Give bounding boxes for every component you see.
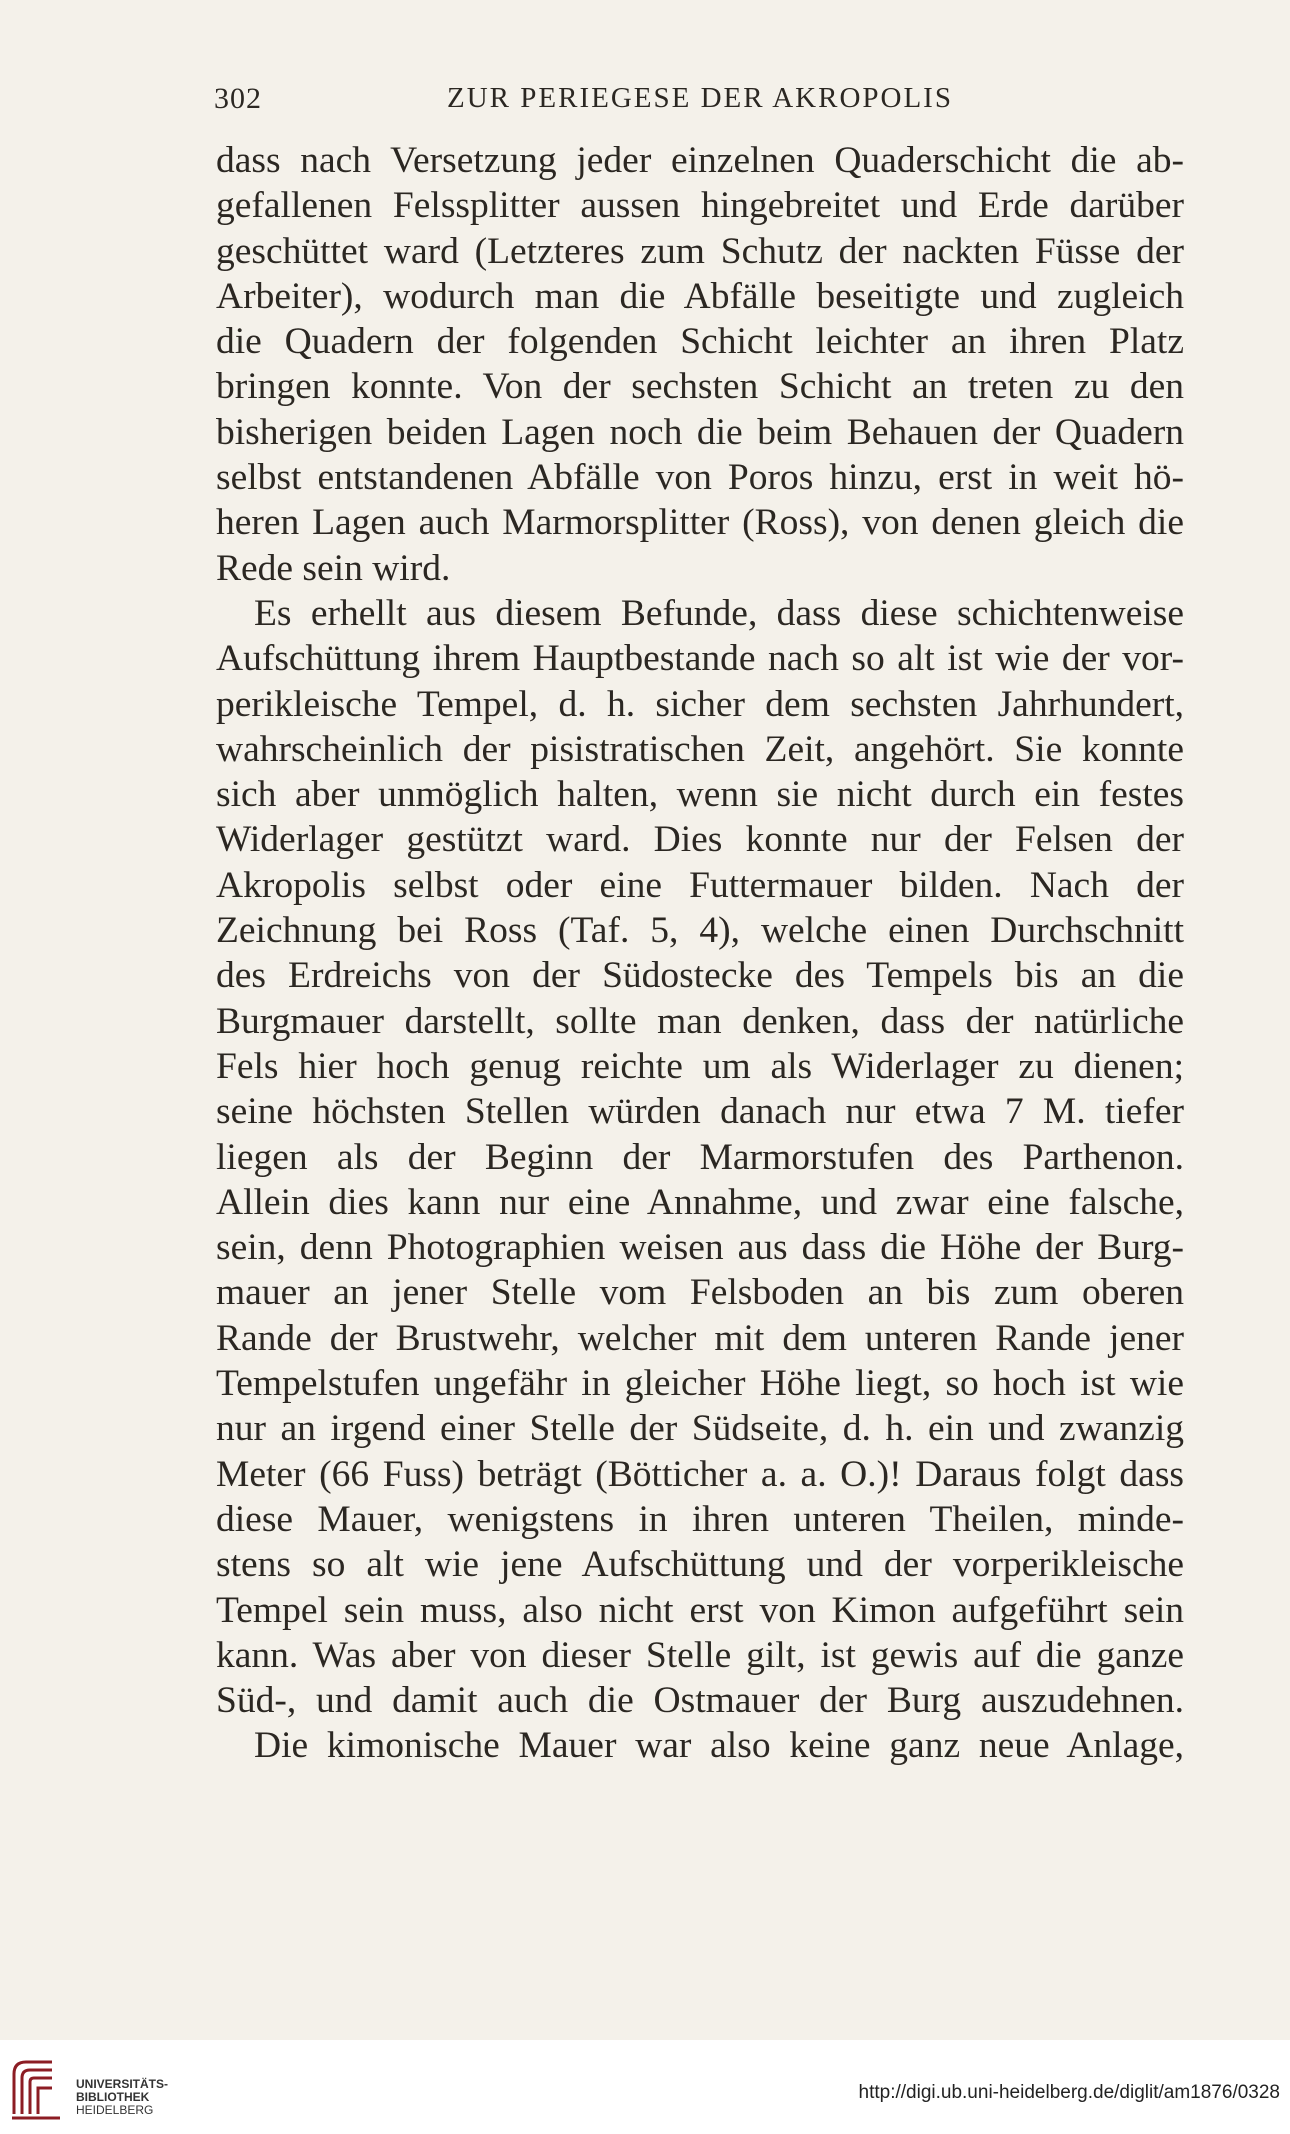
text-line: selbst entstandenen Abfälle von Poros hinzu, erst in weit hö- xyxy=(216,457,1184,499)
text-line: Widerlager gestützt ward. Dies konnte nur der Felsen der xyxy=(216,819,1184,861)
text-line: Es erhellt aus diesem Befunde, dass diese schichtenweise xyxy=(254,592,1184,634)
text-line: sich aber unmöglich halten, wenn sie nicht durch ein festes xyxy=(216,774,1184,816)
text-line: Fels hier hoch genug reichte um als Widerlager zu dienen; xyxy=(216,1045,1184,1087)
library-logo-icon xyxy=(8,2054,68,2124)
text-line: Tempel sein muss, also nicht erst von Kimon aufgeführt sein xyxy=(216,1589,1184,1631)
text-line: heren Lagen auch Marmorsplitter (Ross), von denen gleich die xyxy=(216,502,1184,544)
text-line: seine höchsten Stellen würden danach nur etwa 7 M. tiefer xyxy=(216,1091,1184,1133)
text-line: gefallenen Felssplitter aussen hingebreitet und Erde darüber xyxy=(216,185,1184,227)
text-line: diese Mauer, wenigstens in ihren unteren Theilen, minde- xyxy=(216,1498,1184,1540)
text-line: nur an irgend einer Stelle der Südseite, d. h. ein und zwanzig xyxy=(216,1408,1184,1450)
text-line: sein, denn Photographien weisen aus dass die Höhe der Burg- xyxy=(216,1227,1184,1269)
library-logo[interactable] xyxy=(8,2054,178,2124)
text-line: Arbeiter), wodurch man die Abfälle beseitigte und zugleich xyxy=(216,275,1184,317)
text-line: geschüttet ward (Letzteres zum Schutz der nackten Füsse der xyxy=(216,230,1184,272)
logo-line: HEIDELBERG xyxy=(76,2103,154,2117)
text-line: Zeichnung bei Ross (Taf. 5, 4), welche einen Durchschnitt xyxy=(216,910,1184,952)
text-line: wahrscheinlich der pisistratischen Zeit, angehört. Sie konnte xyxy=(216,728,1184,770)
running-head xyxy=(214,82,1186,122)
logo-text xyxy=(76,2078,168,2117)
text-line: Meter (66 Fuss) beträgt (Bötticher a. a. O.)! Daraus folgt dass xyxy=(216,1453,1184,1495)
logo-line: BIBLIOTHEK xyxy=(76,2090,150,2104)
text-line: des Erdreichs von der Südostecke des Tempels bis an die xyxy=(216,955,1184,997)
text-line: bisherigen beiden Lagen noch die beim Behauen der Quadern xyxy=(216,411,1184,453)
citation-url-link[interactable]: http://digi.ub.uni-heidelberg.de/diglit/am1876/0328 xyxy=(858,2082,1280,2103)
running-title: ZUR PERIEGESE DER AKROPOLIS xyxy=(447,82,953,114)
text-line: Tempelstufen ungefähr in gleicher Höhe liegt, so hoch ist wie xyxy=(216,1363,1184,1405)
text-line: Burgmauer darstellt, sollte man denken, dass der natürliche xyxy=(216,1000,1184,1042)
text-line: Süd-, und damit auch die Ostmauer der Burg auszudehnen. xyxy=(216,1680,1184,1722)
text-line: perikleische Tempel, d. h. sicher dem sechsten Jahrhundert, xyxy=(216,683,1184,725)
text-line: bringen konnte. Von der sechsten Schicht an treten zu den xyxy=(216,366,1184,408)
text-line: stens so alt wie jene Aufschüttung und der vorperikleische xyxy=(216,1544,1184,1586)
logo-line: UNIVERSITÄTS- xyxy=(76,2077,169,2091)
text-line: mauer an jener Stelle vom Felsboden an bis zum oberen xyxy=(216,1272,1184,1314)
text-line: Allein dies kann nur eine Annahme, und zwar eine falsche, xyxy=(216,1181,1184,1223)
text-line: Akropolis selbst oder eine Futtermauer bilden. Nach der xyxy=(216,864,1184,906)
footer-bar xyxy=(0,2040,1290,2134)
text-line: Rede sein wird. xyxy=(216,547,451,589)
text-line: Die kimonische Mauer war also keine ganz neue Anlage, xyxy=(254,1725,1184,1767)
text-line: liegen als der Beginn der Marmorstufen des Parthenon. xyxy=(216,1136,1184,1178)
text-line: kann. Was aber von dieser Stelle gilt, ist gewis auf die ganze xyxy=(216,1634,1184,1676)
text-line: Rande der Brustwehr, welcher mit dem unteren Rande jener xyxy=(216,1317,1184,1359)
text-line: die Quadern der folgenden Schicht leichter an ihren Platz xyxy=(216,321,1184,363)
body-text xyxy=(216,138,1184,1769)
text-line: Aufschüttung ihrem Hauptbestande nach so alt ist wie der vor- xyxy=(216,638,1184,680)
text-line: dass nach Versetzung jeder einzelnen Quaderschicht die ab- xyxy=(216,140,1184,181)
page-number: 302 xyxy=(214,82,262,115)
